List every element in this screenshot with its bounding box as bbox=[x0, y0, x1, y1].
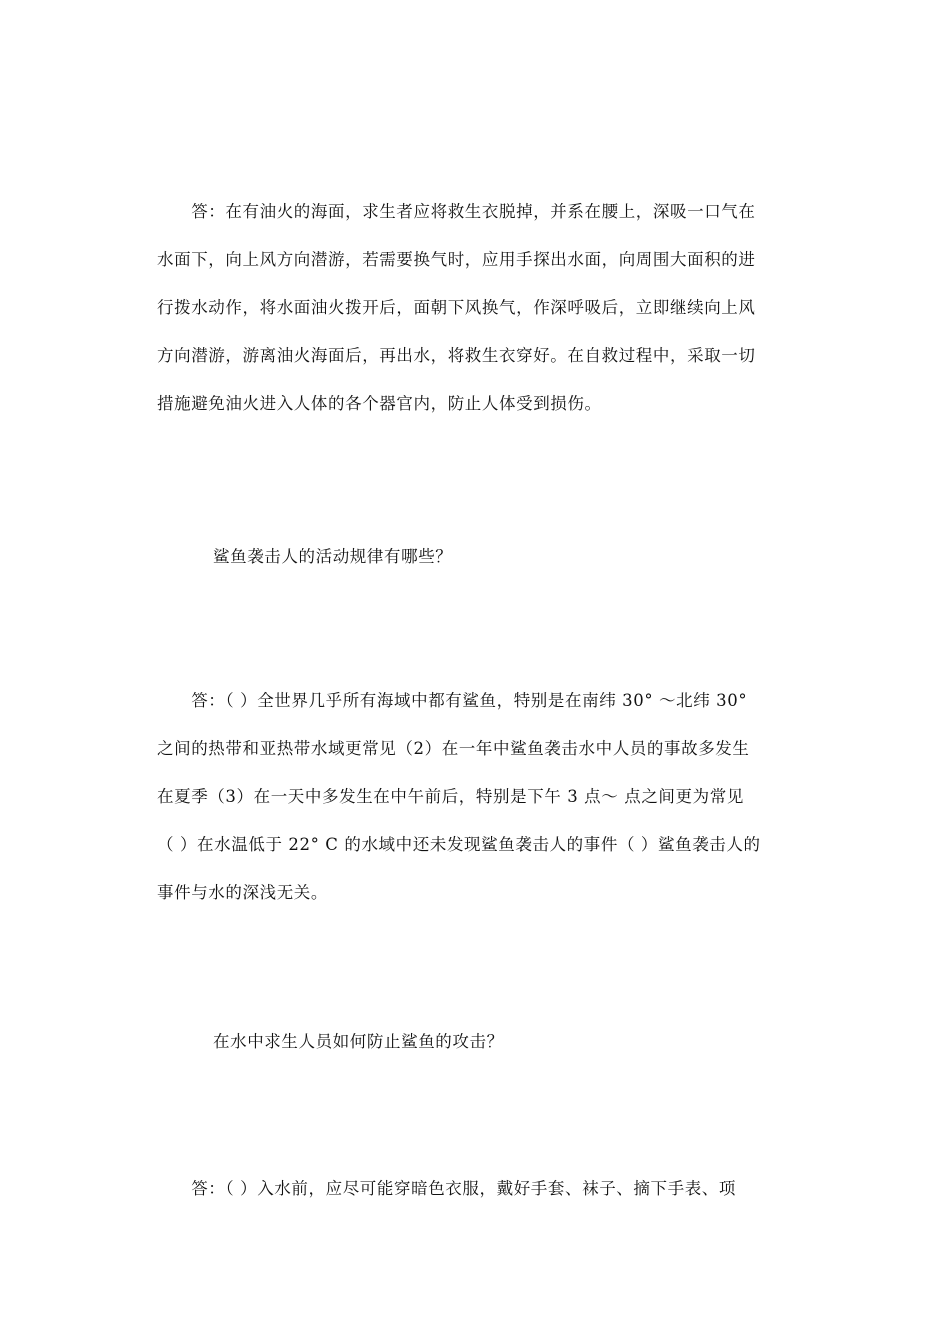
answer-shark-patterns-line-5: 事件与水的深浅无关。 bbox=[157, 883, 328, 902]
answer-oil-fire-line-4: 方向潜游，游离油火海面后，再出水，将救生衣穿好。在自救过程中，采取一切 bbox=[157, 346, 756, 365]
answer-oil-fire-line-1: 答：在有油火的海面，求生者应将救生衣脱掉，并系在腰上，深吸一口气在 bbox=[157, 202, 756, 221]
question-shark-prevention: 在水中求生人员如何防止鲨鱼的攻击？ bbox=[213, 1032, 504, 1051]
answer-shark-patterns-line-4: （ ）在水温低于 22° C 的水域中还未发现鲨鱼袭击人的事件（ ）鲨鱼袭击人的 bbox=[157, 835, 761, 854]
answer-shark-patterns-line-1: 答：（ ）全世界几乎所有海域中都有鲨鱼，特别是在南纬 30° ～北纬 30° bbox=[157, 691, 748, 710]
question-shark-patterns: 鲨鱼袭击人的活动规律有哪些？ bbox=[213, 547, 453, 566]
answer-oil-fire-line-5: 措施避免油火进入人体的各个器官内，防止人体受到损伤。 bbox=[157, 394, 602, 413]
answer-oil-fire-line-3: 行拨水动作，将水面油火拨开后，面朝下风换气，作深呼吸后，立即继续向上风 bbox=[157, 298, 756, 317]
answer-shark-prevention bbox=[157, 1165, 797, 1213]
answer-shark-patterns-line-3: 在夏季（3）在一天中多发生在中午前后，特别是下午 3 点～ 点之间更为常见 bbox=[157, 787, 744, 806]
answer-shark-patterns bbox=[157, 677, 797, 917]
answer-oil-fire-line-2: 水面下，向上风方向潜游，若需要换气时，应用手探出水面，向周围大面积的进 bbox=[157, 250, 756, 269]
answer-oil-fire bbox=[157, 188, 797, 428]
answer-shark-patterns-line-2: 之间的热带和亚热带水域更常见（2）在一年中鲨鱼袭击水中人员的事故多发生 bbox=[157, 739, 750, 758]
answer-shark-prevention-line-1: 答：（ ）入水前，应尽可能穿暗色衣服，戴好手套、袜子、摘下手表、项 bbox=[157, 1179, 736, 1198]
